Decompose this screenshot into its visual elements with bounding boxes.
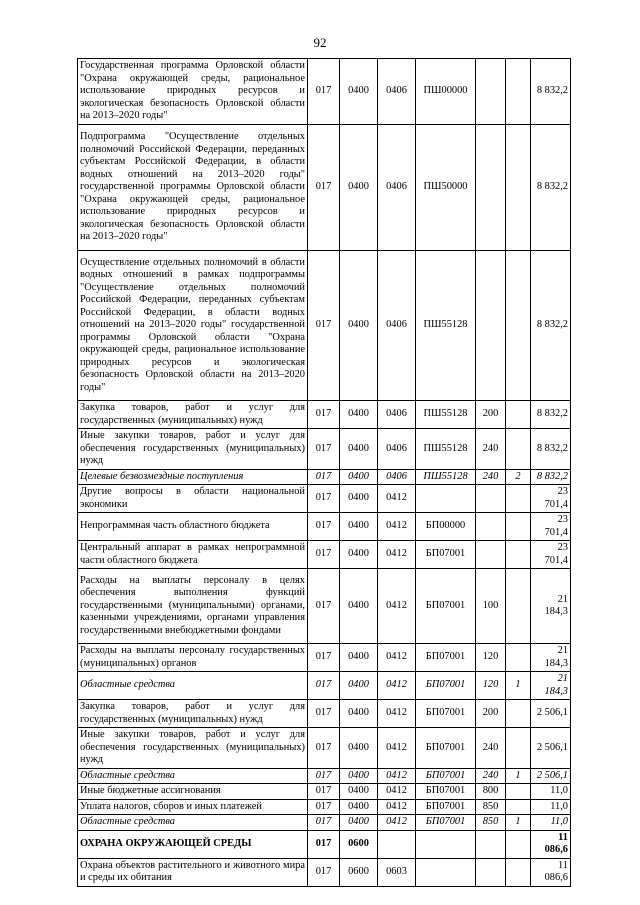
subsection-code: 0412: [378, 672, 416, 700]
department-code: 017: [308, 784, 340, 800]
funding-source-code: 2: [506, 469, 531, 485]
department-code: 017: [308, 672, 340, 700]
expense-type-code: [476, 125, 506, 251]
subsection-code: 0412: [378, 513, 416, 541]
funding-source-code: [506, 830, 531, 858]
budget-table: [77, 58, 571, 887]
target-article-code: ПШ55128: [416, 401, 476, 429]
section-code: 0400: [340, 569, 378, 644]
subsection-code: 0406: [378, 125, 416, 251]
row-description: Непрограммная часть областного бюджета: [78, 513, 308, 541]
expense-type-code: [476, 541, 506, 569]
target-article-code: БП07001: [416, 815, 476, 831]
subsection-code: 0412: [378, 815, 416, 831]
section-code: 0400: [340, 815, 378, 831]
row-description: Другие вопросы в области национальной экономики: [78, 485, 308, 513]
section-code: 0400: [340, 644, 378, 672]
subsection-code: 0412: [378, 644, 416, 672]
department-code: 017: [308, 251, 340, 401]
target-article-code: [416, 830, 476, 858]
funding-source-code: 1: [506, 768, 531, 784]
funding-source-code: [506, 700, 531, 728]
table-row: [78, 251, 571, 401]
row-description: Подпрограмма "Осуществление отдельных полномочий Российской Федерации, переданных субъектам Российской Федерации, в области водных отношений на 2013–2020 годы" государственной программы Орловской области "Охрана окружающей среды, рациональное использование природных ресурсов и экологическая безопасность Орловской области на 2013–2020 годы": [78, 125, 308, 251]
row-description: Закупка товаров, работ и услуг для государственных (муниципальных) нужд: [78, 700, 308, 728]
table-row: [78, 59, 571, 125]
department-code: 017: [308, 569, 340, 644]
amount: 8 832,2: [531, 125, 571, 251]
target-article-code: ПШ50000: [416, 125, 476, 251]
funding-source-code: [506, 125, 531, 251]
expense-type-code: 800: [476, 784, 506, 800]
table-row: [78, 485, 571, 513]
department-code: 017: [308, 728, 340, 769]
section-code: 0400: [340, 672, 378, 700]
subsection-code: 0412: [378, 485, 416, 513]
amount: 23 701,4: [531, 513, 571, 541]
department-code: 017: [308, 815, 340, 831]
amount: 8 832,2: [531, 401, 571, 429]
subsection-code: 0406: [378, 469, 416, 485]
table-row: [78, 830, 571, 858]
target-article-code: БП00000: [416, 513, 476, 541]
subsection-code: [378, 830, 416, 858]
row-description: Осуществление отдельных полномочий в области водных отношений в рамках подпрограммы "Осуществление отдельных полномочий Российской Федерации, переданных субъектам Российской Федерации, в области водных отношений на 2013–2020 годы" государственной программы Орловской области "Охрана окружающей среды, рациональное использование природных ресурсов и экологическая безопасность Орловской области на 2013–2020 годы": [78, 251, 308, 401]
subsection-code: 0603: [378, 858, 416, 886]
amount: 11,0: [531, 815, 571, 831]
row-description: Уплата налогов, сборов и иных платежей: [78, 799, 308, 815]
funding-source-code: [506, 799, 531, 815]
section-code: 0400: [340, 125, 378, 251]
amount: 21 184,3: [531, 569, 571, 644]
expense-type-code: 200: [476, 401, 506, 429]
table-row: [78, 799, 571, 815]
funding-source-code: [506, 644, 531, 672]
department-code: 017: [308, 799, 340, 815]
target-article-code: ПШ55128: [416, 251, 476, 401]
section-code: 0400: [340, 799, 378, 815]
target-article-code: БП07001: [416, 784, 476, 800]
row-description: Областные средства: [78, 815, 308, 831]
subsection-code: 0406: [378, 429, 416, 470]
amount: 23 701,4: [531, 541, 571, 569]
target-article-code: БП07001: [416, 728, 476, 769]
amount: 8 832,2: [531, 59, 571, 125]
funding-source-code: [506, 401, 531, 429]
funding-source-code: [506, 784, 531, 800]
funding-source-code: 1: [506, 672, 531, 700]
table-row: [78, 429, 571, 470]
table-row: [78, 541, 571, 569]
expense-type-code: [476, 830, 506, 858]
department-code: 017: [308, 768, 340, 784]
row-description: ОХРАНА ОКРУЖАЮЩЕЙ СРЕДЫ: [78, 830, 308, 858]
row-description: Целевые безвозмездные поступления: [78, 469, 308, 485]
section-code: 0400: [340, 251, 378, 401]
funding-source-code: [506, 429, 531, 470]
amount: 2 506,1: [531, 768, 571, 784]
amount: 8 832,2: [531, 251, 571, 401]
row-description: Областные средства: [78, 768, 308, 784]
subsection-code: 0412: [378, 700, 416, 728]
department-code: 017: [308, 125, 340, 251]
table-row: [78, 672, 571, 700]
table-row: [78, 401, 571, 429]
section-code: 0400: [340, 541, 378, 569]
target-article-code: ПШ00000: [416, 59, 476, 125]
table-row: [78, 125, 571, 251]
amount: 11 086,6: [531, 858, 571, 886]
row-description: Иные закупки товаров, работ и услуг для обеспечения государственных (муниципальных) нужд: [78, 728, 308, 769]
table-row: [78, 768, 571, 784]
expense-type-code: [476, 513, 506, 541]
table-row: [78, 784, 571, 800]
row-description: Охрана объектов растительного и животного мира и среды их обитания: [78, 858, 308, 886]
amount: 2 506,1: [531, 728, 571, 769]
department-code: 017: [308, 858, 340, 886]
row-description: Иные закупки товаров, работ и услуг для обеспечения государственных (муниципальных) нужд: [78, 429, 308, 470]
target-article-code: ПШ55128: [416, 429, 476, 470]
row-description: Закупка товаров, работ и услуг для государственных (муниципальных) нужд: [78, 401, 308, 429]
funding-source-code: [506, 541, 531, 569]
row-description: Расходы на выплаты персоналу в целях обеспечения выполнения функций государственными (муниципальными) органами, казенными учреждениями, органами управления государственными внебюджетными фондами: [78, 569, 308, 644]
funding-source-code: [506, 251, 531, 401]
funding-source-code: [506, 569, 531, 644]
row-description: Иные бюджетные ассигнования: [78, 784, 308, 800]
target-article-code: БП07001: [416, 799, 476, 815]
table-row: [78, 728, 571, 769]
row-description: Областные средства: [78, 672, 308, 700]
amount: 21 184,3: [531, 672, 571, 700]
subsection-code: 0406: [378, 251, 416, 401]
target-article-code: БП07001: [416, 569, 476, 644]
target-article-code: [416, 485, 476, 513]
department-code: 017: [308, 644, 340, 672]
department-code: 017: [308, 541, 340, 569]
funding-source-code: [506, 59, 531, 125]
expense-type-code: 100: [476, 569, 506, 644]
amount: 23 701,4: [531, 485, 571, 513]
expense-type-code: [476, 485, 506, 513]
section-code: 0400: [340, 784, 378, 800]
table-row: [78, 700, 571, 728]
page-number: 92: [313, 35, 327, 50]
section-code: 0400: [340, 59, 378, 125]
section-code: 0600: [340, 858, 378, 886]
subsection-code: 0412: [378, 541, 416, 569]
target-article-code: БП07001: [416, 768, 476, 784]
funding-source-code: [506, 513, 531, 541]
table-row: [78, 569, 571, 644]
expense-type-code: 240: [476, 429, 506, 470]
subsection-code: 0406: [378, 59, 416, 125]
target-article-code: БП07001: [416, 672, 476, 700]
department-code: 017: [308, 513, 340, 541]
funding-source-code: [506, 728, 531, 769]
subsection-code: 0412: [378, 728, 416, 769]
expense-type-code: [476, 251, 506, 401]
row-description: Расходы на выплаты персоналу государственных (муниципальных) органов: [78, 644, 308, 672]
target-article-code: БП07001: [416, 700, 476, 728]
target-article-code: ПШ55128: [416, 469, 476, 485]
amount: 8 832,2: [531, 469, 571, 485]
section-code: 0400: [340, 469, 378, 485]
target-article-code: БП07001: [416, 644, 476, 672]
target-article-code: [416, 858, 476, 886]
section-code: 0400: [340, 429, 378, 470]
expense-type-code: [476, 858, 506, 886]
department-code: 017: [308, 469, 340, 485]
expense-type-code: 240: [476, 469, 506, 485]
expense-type-code: 200: [476, 700, 506, 728]
department-code: 017: [308, 485, 340, 513]
department-code: 017: [308, 830, 340, 858]
funding-source-code: [506, 485, 531, 513]
department-code: 017: [308, 429, 340, 470]
subsection-code: 0412: [378, 799, 416, 815]
section-code: 0400: [340, 728, 378, 769]
expense-type-code: 240: [476, 728, 506, 769]
expense-type-code: [476, 59, 506, 125]
table-row: [78, 513, 571, 541]
table-row: [78, 815, 571, 831]
department-code: 017: [308, 401, 340, 429]
funding-source-code: 1: [506, 815, 531, 831]
expense-type-code: 850: [476, 799, 506, 815]
subsection-code: 0412: [378, 569, 416, 644]
section-code: 0400: [340, 768, 378, 784]
section-code: 0400: [340, 513, 378, 541]
section-code: 0400: [340, 485, 378, 513]
table-row: [78, 644, 571, 672]
row-description: Центральный аппарат в рамках непрограммной части областного бюджета: [78, 541, 308, 569]
department-code: 017: [308, 59, 340, 125]
amount: 11,0: [531, 784, 571, 800]
subsection-code: 0412: [378, 768, 416, 784]
expense-type-code: 240: [476, 768, 506, 784]
subsection-code: 0406: [378, 401, 416, 429]
amount: 8 832,2: [531, 429, 571, 470]
amount: 11,0: [531, 799, 571, 815]
subsection-code: 0412: [378, 784, 416, 800]
department-code: 017: [308, 700, 340, 728]
target-article-code: БП07001: [416, 541, 476, 569]
section-code: 0400: [340, 401, 378, 429]
row-description: Государственная программа Орловской области "Охрана окружающей среды, рациональное использование природных ресурсов и экологическая безопасность Орловской области на 2013–2020 годы": [78, 59, 308, 125]
amount: 2 506,1: [531, 700, 571, 728]
table-row: [78, 858, 571, 886]
table-row: [78, 469, 571, 485]
section-code: 0600: [340, 830, 378, 858]
funding-source-code: [506, 858, 531, 886]
expense-type-code: 850: [476, 815, 506, 831]
expense-type-code: 120: [476, 672, 506, 700]
section-code: 0400: [340, 700, 378, 728]
expense-type-code: 120: [476, 644, 506, 672]
amount: 21 184,3: [531, 644, 571, 672]
amount: 11 086,6: [531, 830, 571, 858]
